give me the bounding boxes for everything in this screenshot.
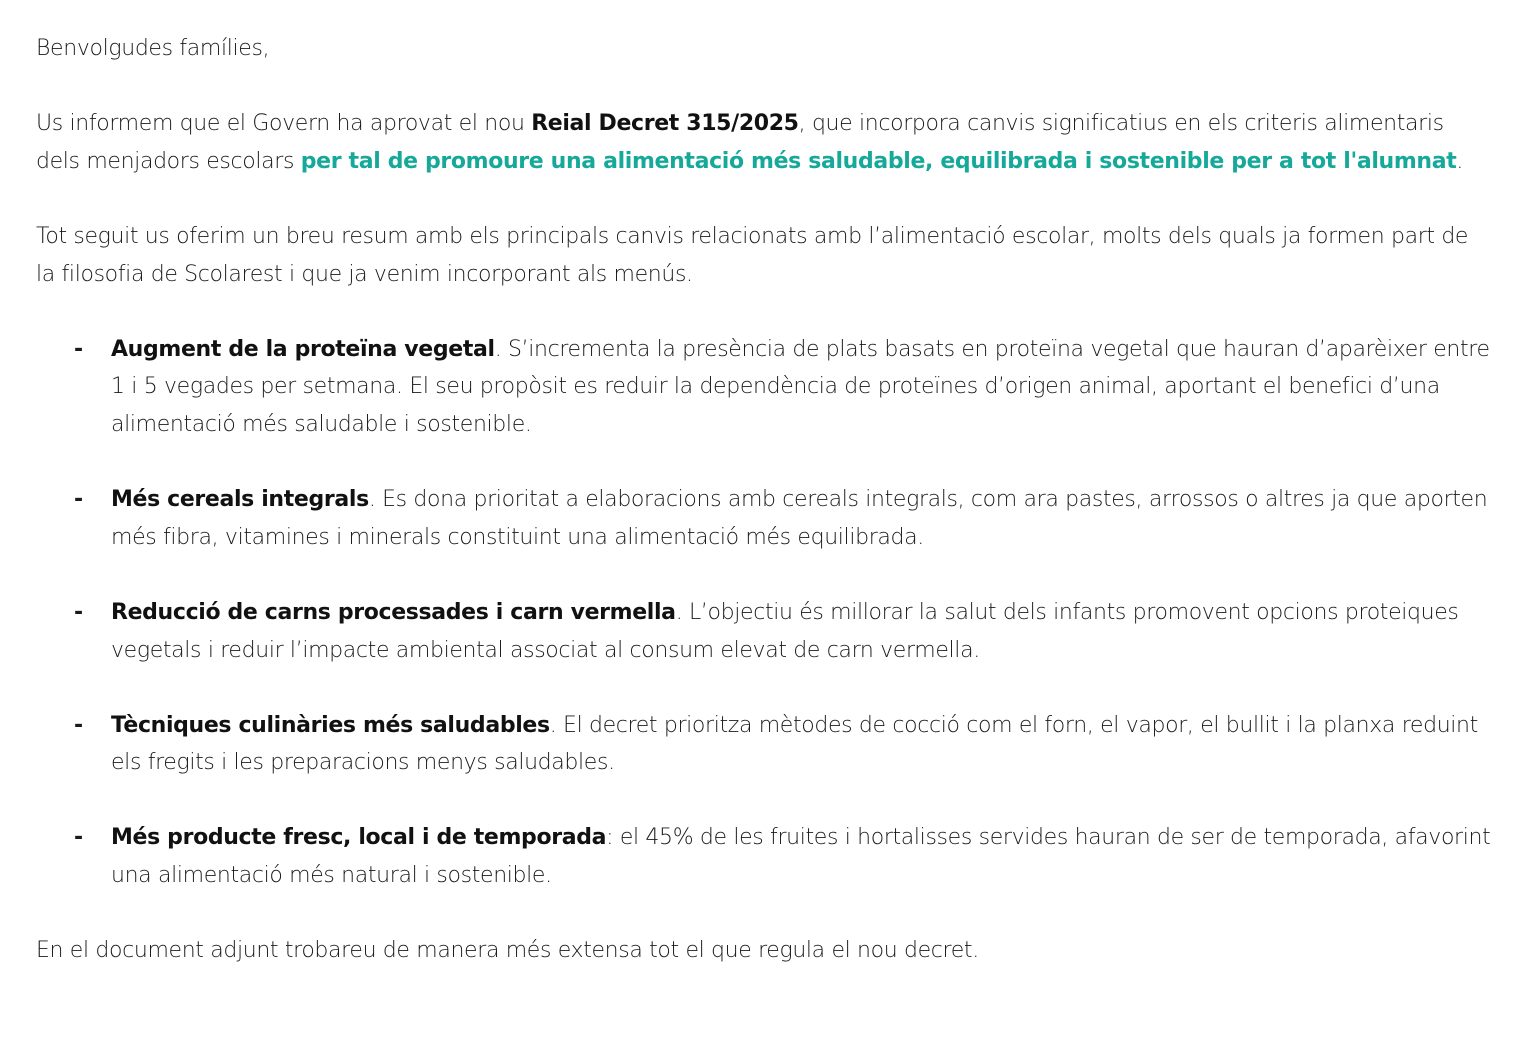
list-item [36, 594, 1501, 669]
change-text: . L’objectiu és millorar la salut dels infants promovent opcions proteiques vegetals i reduir l’impacte ambiental associat al consum elevat de carn vermella. [111, 599, 1459, 663]
bullet-dash: - [74, 825, 83, 851]
bullet-dash: - [74, 336, 83, 362]
list-item [36, 331, 1501, 444]
bullet-dash: - [74, 599, 83, 625]
change-text: : el 45% de les fruites i hortalisses servides hauran de ser de temporada, afavorint una alimentació més natural i sostenible. [111, 825, 1491, 889]
change-title: Augment de la proteïna vegetal [111, 336, 495, 362]
intro-text-before: Us informem que el Govern ha aprovat el nou [36, 111, 532, 137]
decree-name: Reial Decret 315/2025 [531, 111, 799, 137]
list-item [36, 707, 1501, 782]
intro-paragraph [36, 105, 1476, 180]
change-text: . El decret prioritza mètodes de cocció com el forn, el vapor, el bullit i la planxa reduint els fregits i les preparacions menys saludables. [111, 712, 1478, 776]
greeting: Benvolgudes famílies, [36, 36, 270, 61]
intro-text-middle: , que incorpora canvis significatius en els criteris alimentaris dels menjadors escolars [36, 111, 1444, 174]
summary-paragraph: Tot seguit us oferim un breu resum amb els principals canvis relacionats amb l’alimentació escolar, molts dels quals ja formen part de la filosofia de Scolarest i que ja venim incorporant als menús. [36, 223, 1469, 287]
change-title: Reducció de carns processades i carn vermella [111, 599, 676, 625]
bullet-dash: - [74, 712, 83, 738]
bullet-dash: - [74, 487, 83, 513]
change-title: Més cereals integrals [111, 487, 369, 513]
intro-text-after: . [1456, 148, 1464, 174]
change-text: . S’incrementa la presència de plats basats en proteïna vegetal que hauran d’aparèixer entre 1 i 5 vegades per setmana. El seu propòsit es reduir la dependència de proteïnes d’origen animal, aportant el benefici d’una alimentació més saludable i sostenible. [111, 336, 1490, 437]
closing-paragraph: En el document adjunt trobareu de manera més extensa tot el que regula el nou decret. [36, 938, 979, 964]
change-title: Tècniques culinàries més saludables [111, 712, 550, 738]
intro-highlight: per tal de promoure una alimentació més saludable, equilibrada i sostenible per a tot l'alumnat [300, 148, 1457, 174]
list-item [36, 481, 1501, 556]
changes-list [36, 331, 1517, 895]
change-title: Més producte fresc, local i de temporada [111, 825, 607, 851]
list-item [36, 819, 1501, 894]
change-text: . Es dona prioritat a elaboracions amb cereals integrals, com ara pastes, arrossos o altres ja que aporten més fibra, vitamines i minerals constituint una alimentació més equilibrada. [111, 487, 1488, 550]
